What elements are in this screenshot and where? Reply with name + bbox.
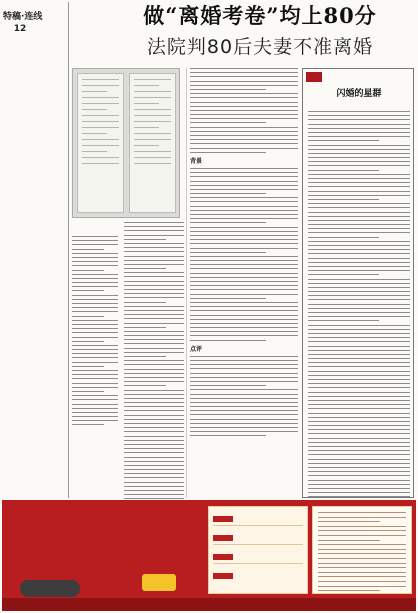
boxed-column bbox=[302, 68, 414, 498]
exam-paper-image bbox=[77, 73, 124, 213]
scooter-image bbox=[20, 580, 80, 597]
section-heading: 点评 bbox=[190, 345, 203, 353]
ad-main-panel bbox=[2, 500, 202, 600]
exam-paper-image bbox=[129, 73, 176, 213]
column-divider bbox=[186, 68, 187, 498]
article-body-column bbox=[190, 68, 298, 440]
headline: 做“离婚考卷”均上80分 bbox=[143, 3, 377, 28]
column-divider bbox=[68, 2, 69, 498]
column-tag bbox=[306, 72, 322, 82]
section-label: 特稿·连线 bbox=[3, 12, 43, 22]
masthead bbox=[3, 3, 67, 34]
section-heading: 背景 bbox=[190, 157, 203, 165]
column-title: 闪婚的星群 bbox=[336, 89, 382, 99]
ad-badge bbox=[142, 574, 176, 591]
page-number: 12 bbox=[13, 24, 27, 34]
article-photo bbox=[72, 68, 180, 218]
advertisement-banner bbox=[2, 500, 416, 611]
ad-prize-list bbox=[208, 506, 308, 594]
ad-rules-text bbox=[312, 506, 412, 594]
ad-footer-bar bbox=[2, 598, 416, 611]
subheadline: 法院判80后夫妻不准离婚 bbox=[146, 36, 374, 58]
